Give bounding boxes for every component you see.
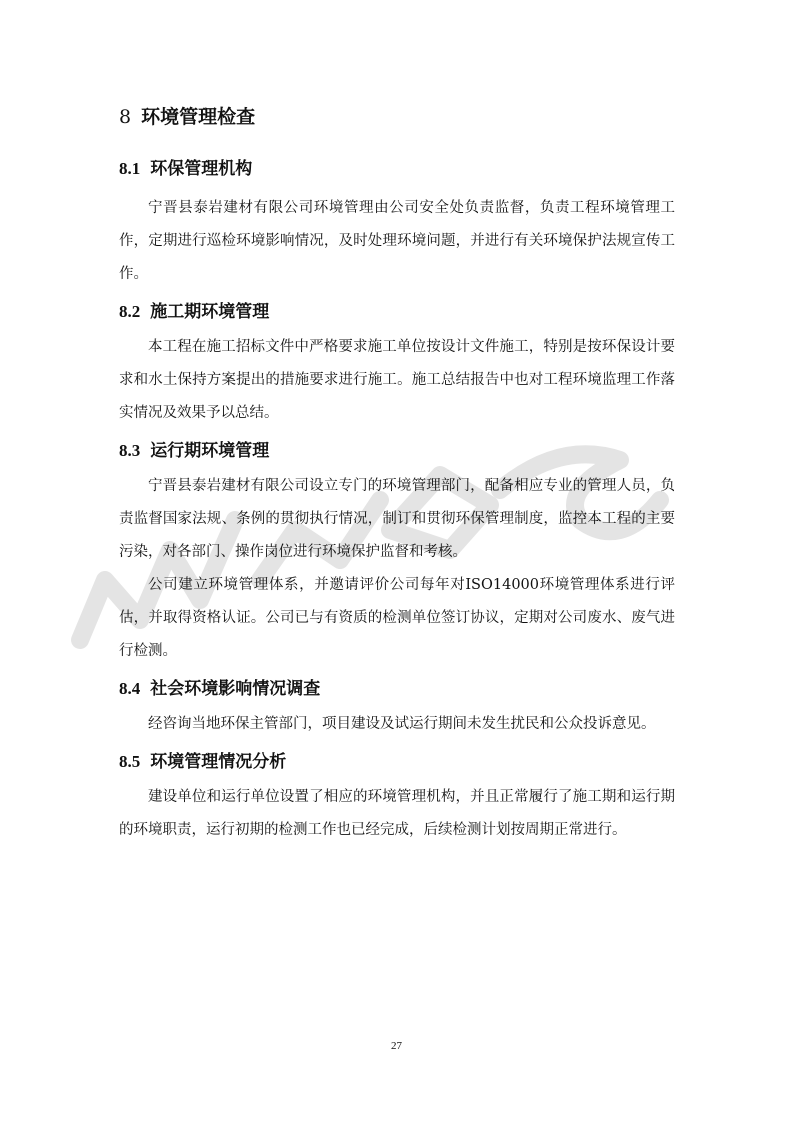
section-8-2 — [119, 295, 675, 430]
section-title: 施工期环境管理 — [150, 302, 270, 322]
paragraph: 公司建立环境管理体系，并邀请评价公司每年对ISO14000环境管理体系进行评估，并取得资格认证。公司已与有资质的检测单位签订协议，定期对公司废水、废气进行检测。 — [119, 577, 675, 659]
section-title: 环境管理情况分析 — [150, 752, 287, 772]
section-heading — [119, 295, 675, 329]
section-8-1 — [119, 152, 675, 291]
section-number: 8.4 — [119, 679, 141, 698]
section-number: 8.5 — [119, 752, 141, 771]
section-8-3 — [119, 434, 675, 668]
section-8-5 — [119, 745, 675, 847]
section-title: 社会环境影响情况调查 — [150, 679, 321, 699]
section-8-4 — [119, 672, 675, 741]
section-title: 环保管理机构 — [150, 159, 253, 179]
section-number: 8.2 — [119, 302, 141, 321]
section-heading — [119, 745, 675, 779]
chapter-heading — [119, 100, 675, 134]
section-heading — [119, 672, 675, 706]
paragraph: 建设单位和运行单位设置了相应的环境管理机构，并且正常履行了施工期和运行期的环境职责，运行初期的检测工作也已经完成，后续检测计划按周期正常进行。 — [119, 789, 675, 838]
section-heading — [119, 152, 675, 186]
section-number: 8.3 — [119, 441, 141, 460]
section-number: 8.1 — [119, 159, 141, 178]
page-content — [119, 100, 675, 851]
chapter-number: 8 — [119, 106, 132, 128]
paragraph: 宁晋县泰岩建材有限公司设立专门的环境管理部门，配备相应专业的管理人员，负责监督国家法规、条例的贯彻执行情况，制订和贯彻环保管理制度，监控本工程的主要污染，对各部门、操作岗位进行环境保护监督和考核。 — [119, 478, 675, 560]
chapter-title: 环境管理检查 — [141, 106, 256, 128]
section-heading — [119, 434, 675, 468]
paragraph: 宁晋县泰岩建材有限公司环境管理由公司安全处负责监督，负责工程环境管理工作，定期进行巡检环境影响情况，及时处理环境问题，并进行有关环境保护法规宣传工作。 — [119, 200, 675, 282]
paragraph: 本工程在施工招标文件中严格要求施工单位按设计文件施工，特别是按环保设计要求和水土保持方案提出的措施要求进行施工。施工总结报告中也对工程环境监理工作落实情况及效果予以总结。 — [119, 339, 675, 421]
page-number: 27 — [391, 1040, 402, 1052]
paragraph: 经咨询当地环保主管部门，项目建设及试运行期间未发生扰民和公众投诉意见。 — [148, 716, 656, 732]
section-title: 运行期环境管理 — [150, 441, 270, 461]
